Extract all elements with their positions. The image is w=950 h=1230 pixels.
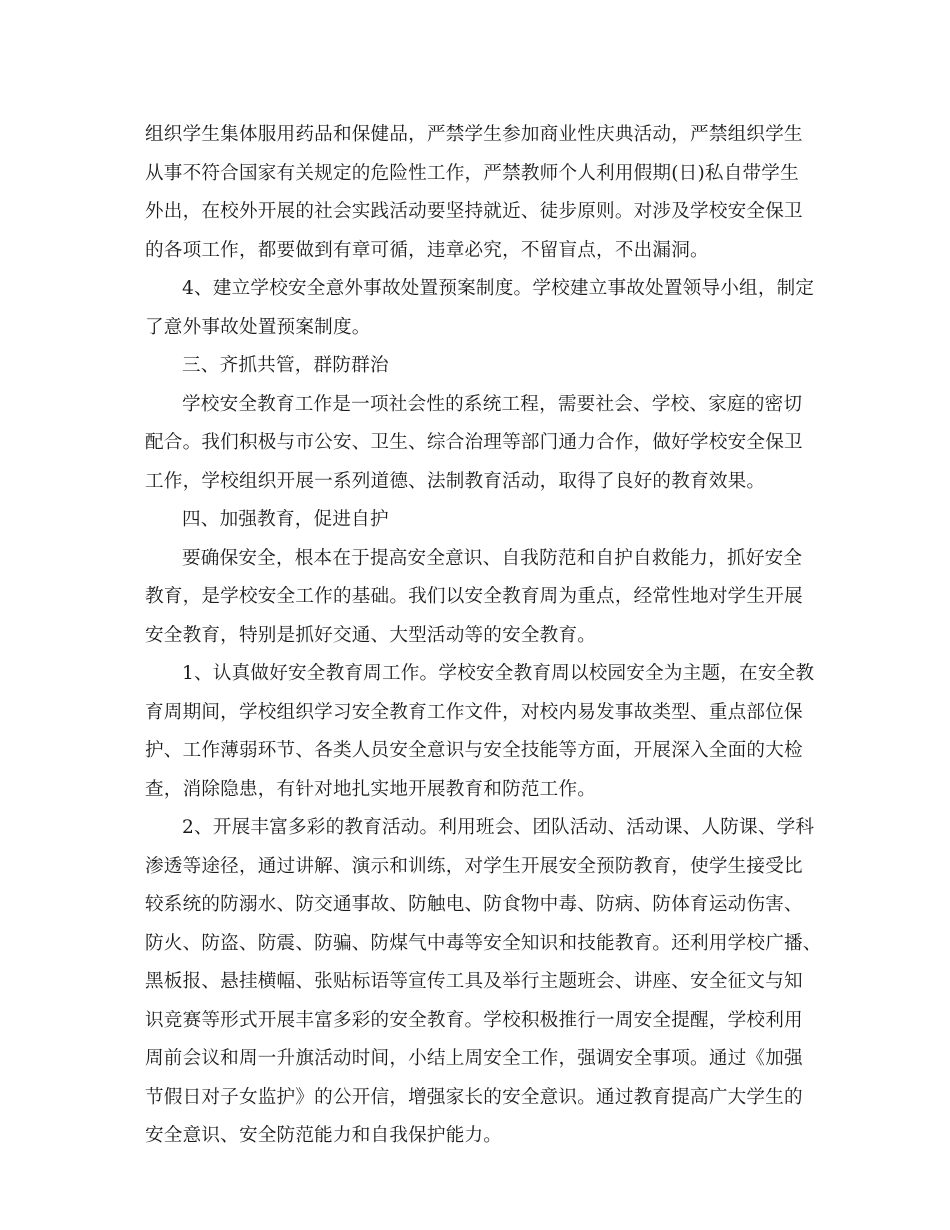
text-line: 1、认真做好安全教育周工作。学校安全教育周以校园安全为主题，在安全教 (182, 663, 815, 684)
text-line: 安全教育，特别是抓好交通、大型活动等的安全教育。 (145, 624, 597, 646)
text-line: 工作，学校组织开展一系列道德、法制教育活动，取得了良好的教育效果。 (145, 470, 766, 492)
document-body (145, 116, 822, 1156)
text-line: 识竞赛等形式开展丰富多彩的安全教育。学校积极推行一周安全提醒，学校利用 (145, 1009, 803, 1031)
text-line: 外出，在校外开展的社会实践活动要坚持就近、徒步原则。对涉及学校安全保卫 (145, 201, 803, 222)
text-line: 配合。我们积极与市公安、卫生、综合治理等部门通力合作，做好学校安全保卫 (145, 432, 803, 453)
text-line: 较系统的防溺水、防交通事故、防触电、防食物中毒、防病、防体育运动伤害、 (145, 894, 803, 915)
text-line: 三、齐抓共管，群防群治 (182, 355, 389, 376)
text-line: 的各项工作，都要做到有章可循，违章必究，不留盲点，不出漏洞。 (145, 239, 709, 261)
text-line: 从事不符合国家有关规定的危险性工作，严禁教师个人利用假期(日)私自带学生 (145, 162, 799, 184)
text-line: 四、加强教育，促进自护 (182, 509, 389, 530)
text-line: 2、开展丰富多彩的教育活动。利用班会、团队活动、活动课、人防课、学科 (182, 817, 815, 838)
text-line: 育周期间，学校组织学习安全教育工作文件，对校内易发事故类型、重点部位保 (145, 701, 803, 723)
text-line: 要确保安全，根本在于提高安全意识、自我防范和自护自救能力，抓好安全 (182, 547, 803, 569)
text-line: 学校安全教育工作是一项社会性的系统工程，需要社会、学校、家庭的密切 (182, 393, 803, 415)
text-line: 周前会议和周一升旗活动时间，小结上周安全工作，强调安全事项。通过《加强 (145, 1048, 803, 1069)
text-line: 了意外事故处置预案制度。 (145, 316, 371, 338)
text-line: 教育，是学校安全工作的基础。我们以安全教育周为重点，经常性地对学生开展 (145, 586, 803, 607)
text-line: 安全意识、安全防范能力和自我保护能力。 (145, 1125, 503, 1146)
text-line: 渗透等途径，通过讲解、演示和训练，对学生开展安全预防教育，使学生接受比 (145, 855, 803, 877)
text-line: 查，消除隐患，有针对地扎实地开展教育和防范工作。 (145, 778, 597, 800)
text-line: 黑板报、悬挂横幅、张贴标语等宣传工具及举行主题班会、讲座、安全征文与知 (145, 971, 803, 992)
text-line: 4、建立学校安全意外事故处置预案制度。学校建立事故处置领导小组，制定 (182, 278, 815, 299)
text-line: 组织学生集体服用药品和保健品，严禁学生参加商业性庆典活动，严禁组织学生 (145, 124, 803, 145)
text-line: 护、工作薄弱环节、各类人员安全意识与安全技能等方面，开展深入全面的大检 (145, 740, 803, 761)
text-line: 防火、防盗、防震、防骗、防煤气中毒等安全知识和技能教育。还利用学校广播、 (145, 932, 822, 954)
text-line: 节假日对子女监护》的公开信，增强家长的安全意识。通过教育提高广大学生的 (145, 1086, 803, 1108)
